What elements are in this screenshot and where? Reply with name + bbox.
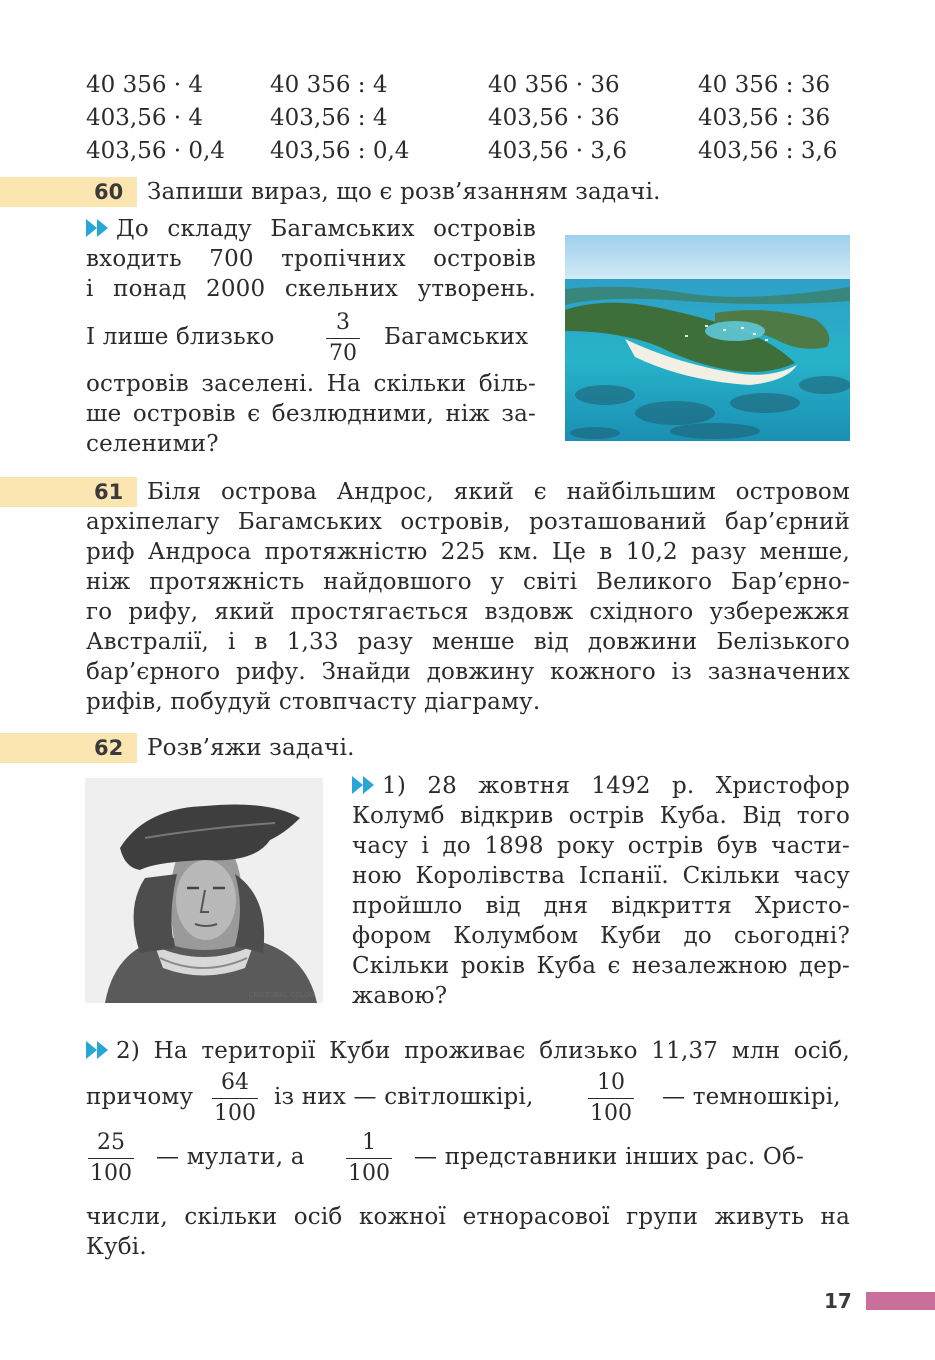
task-60-text-continued: островів заселені. На скільки біль- ше островів є безлюдними, ніж за- селеними?: [86, 371, 536, 457]
math-row-1-col-1: 40 356 · 4: [86, 72, 204, 98]
math-row-2-col-3: 403,56 · 36: [488, 105, 620, 131]
task-60-number: 60: [94, 180, 124, 204]
fraction-25-100: 25 100: [90, 1130, 132, 1186]
math-row-3-col-3: 403,56 · 3,6: [488, 138, 627, 164]
task-62-part-2-c: — темношкірі,: [662, 1084, 841, 1110]
math-row-2-col-2: 403,56 : 4: [270, 105, 388, 131]
math-row-3-col-1: 403,56 · 0,4: [86, 138, 225, 164]
columbus-portrait: [85, 778, 323, 1003]
fraction-1-100: 1 100: [348, 1130, 390, 1186]
double-arrow-icon: [86, 218, 110, 238]
task-62-part-2-e: — представники інших рас. Об-: [414, 1144, 804, 1170]
math-row-3-col-4: 403,56 : 3,6: [698, 138, 838, 164]
task-62-number: 62: [94, 736, 124, 760]
page-number: 17: [824, 1289, 852, 1313]
math-row-3-col-2: 403,56 : 0,4: [270, 138, 410, 164]
task-62-part-2-end: числи, скільки осіб кожної етнорасової групи живуть на Кубі.: [86, 1204, 850, 1260]
task-62-part-2-a: причому: [86, 1084, 194, 1110]
task-62-part-2-b: із них — світлошкірі,: [274, 1084, 534, 1110]
task-61-number: 61: [94, 480, 124, 504]
page-number-bar: [866, 1292, 935, 1310]
math-row-1-col-2: 40 356 : 4: [270, 72, 388, 98]
task-62-instruction: Розв’яжи задачі.: [147, 735, 355, 761]
math-row-2-col-1: 403,56 · 4: [86, 105, 204, 131]
math-row-1-col-3: 40 356 · 36: [488, 72, 620, 98]
double-arrow-icon: [352, 775, 376, 795]
double-arrow-icon: [86, 1040, 110, 1060]
math-row-1-col-4: 40 356 : 36: [698, 72, 831, 98]
fraction-10-100: 10 100: [590, 1070, 632, 1126]
task-60-frac-line-after: Багамських: [384, 324, 529, 350]
task-60-instruction: Запиши вираз, що є розв’язанням задачі.: [147, 179, 661, 205]
task-62-part-2-d: — мулати, а: [156, 1144, 305, 1170]
task-60-text: До складу Багамських островів входить 700 тропічних островів і понад 2000 скельних утворень.: [86, 216, 536, 302]
math-row-2-col-4: 403,56 : 36: [698, 105, 831, 131]
task-61-first-line: Біля острова Андрос, який є найбільшим островом: [147, 479, 850, 505]
task-62-part-1: 1) 28 жовтня 1492 р. Христофор Колумб відкрив острів Куба. Від того часу і до 1898 року острів був части- ною Королівства Іспанії. Скільки часу пройшло від дня відкриття Христо- фором Колумбом Куби до сьогодні? Скільки років Куба є незалежною дер- жавою?: [352, 773, 850, 1009]
bahamas-island-photo: [565, 235, 850, 441]
portrait-caption: CRISTOBAL COLON: [248, 991, 315, 999]
fraction-64-100: 64 100: [214, 1070, 256, 1126]
task-62-part-2-line-1: 2) На території Куби проживає близько 11,37 млн осіб,: [86, 1036, 850, 1066]
fraction-3-70: 3 70: [326, 310, 360, 367]
task-61-text: архіпелагу Багамських островів, розташований бар’єрний риф Андроса протяжністю 225 км. Це в 10,2 разу менше, ніж протяжність найдовшого у світі Великого Бар’єрно- го рифу, який простягається вздовж східного узбережжя Австралії, і в 1,33 разу менше від довжини Белізького бар’єрного рифу. Знайди довжину кожного із зазначених рифів, побудуй стовпчасту діаграму.: [86, 509, 850, 715]
task-60-frac-line-before: І лише близько: [86, 324, 275, 350]
